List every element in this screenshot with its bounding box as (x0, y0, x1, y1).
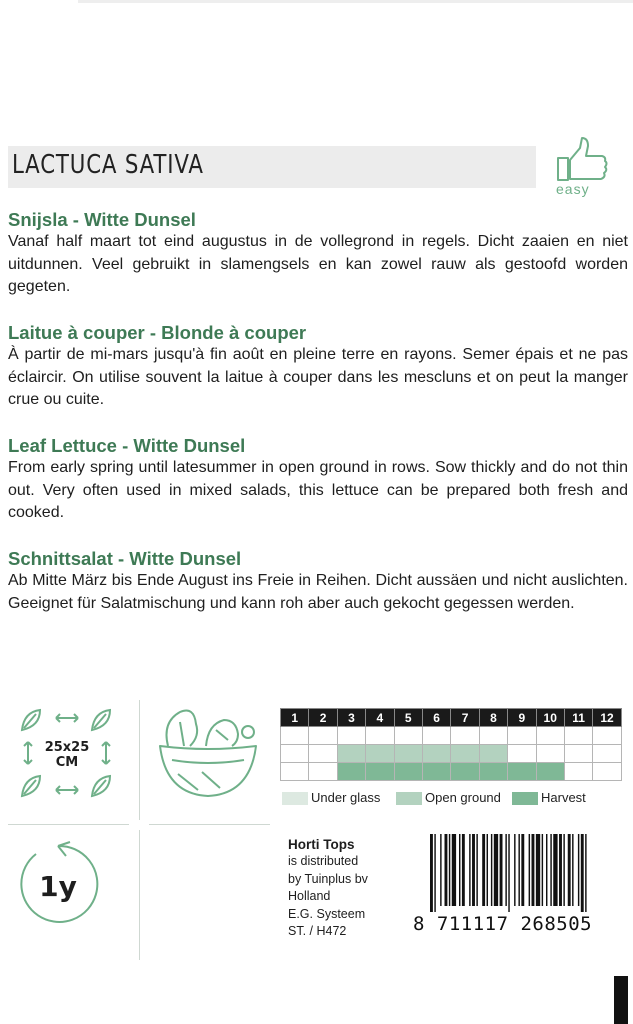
calendar-cell (508, 727, 536, 745)
top-divider (78, 0, 633, 3)
calendar-cell (394, 727, 422, 745)
barcode-bar (585, 834, 586, 912)
sowing-calendar (280, 708, 622, 781)
calendar-cell (564, 745, 592, 763)
barcode-bar (462, 834, 465, 906)
calendar-cell (508, 763, 536, 781)
section-title: Leaf Lettuce - Witte Dunsel (8, 435, 246, 456)
distributor-line: by Tuinplus bv (288, 871, 368, 886)
barcode-bar (494, 834, 498, 906)
calendar-cell (366, 727, 394, 745)
lifecycle-text: 1y (39, 870, 77, 903)
barcode-bar (440, 834, 441, 906)
calendar-month-2: 2 (309, 709, 337, 727)
barcode-bar (553, 834, 557, 906)
calendar-cell (479, 727, 507, 745)
calendar-month-5: 5 (394, 709, 422, 727)
barcode-bar (529, 834, 530, 906)
spacing-icon (14, 704, 124, 804)
calendar-cell (536, 727, 564, 745)
section-french (8, 322, 628, 412)
calendar-month-row (281, 709, 622, 727)
barcode-bar (459, 834, 460, 906)
calendar-month-6: 6 (422, 709, 450, 727)
section-text: Ab Mitte März bis Ende August ins Freie in Reihen. Dicht aussäen und nicht auslichten. Geeignet für Salatmischung und kann roh aber auch gekocht gegessen werden. (8, 572, 628, 612)
legend-swatch (282, 792, 308, 805)
barcode-bar (434, 834, 435, 912)
calendar-cell (536, 763, 564, 781)
annual-cycle-icon (16, 838, 100, 928)
calendar-cell (593, 763, 621, 781)
section-dutch (8, 209, 628, 299)
distributor-line: is distributed (288, 854, 359, 869)
section-text: Vanaf half maart tot eind augustus in de vollegrond in regels. Dicht zaaien en niet uitdunnen. Veel gebruikt in slamengsels en kan zowel rauw als gestoofd worden gegeten. (8, 233, 628, 295)
section-title: Schnittsalat - Witte Dunsel (8, 548, 242, 569)
barcode-bar (505, 834, 506, 906)
spacing-unit: CM (55, 755, 79, 770)
calendar-cell (394, 745, 422, 763)
calendar-cell (593, 745, 621, 763)
calendar-cell (479, 763, 507, 781)
calendar-row-harvest (281, 763, 622, 781)
distributor-line: ST. / H472 (288, 924, 347, 939)
species-title: LACTUCA SATIVA (12, 150, 204, 180)
barcode-bar (430, 834, 433, 912)
edge-mark (614, 976, 628, 1024)
distributor-line: Holland (288, 889, 331, 904)
distributor-info (288, 836, 368, 940)
calendar-cell (536, 745, 564, 763)
calendar-row-under-glass (281, 727, 622, 745)
barcode-bar (449, 834, 450, 906)
calendar-cell (309, 745, 337, 763)
barcode-bar (532, 834, 535, 906)
barcode (430, 834, 630, 912)
calendar-cell (337, 763, 365, 781)
section-text: À partir de mi-mars jusqu'à fin août en pleine terre en rayons. Semer épais et ne pas éclaircir. On utilise souvent la laitue à couper dans les mescluns et on peut la manger crue ou cuite. (8, 346, 628, 408)
calendar-cell (508, 745, 536, 763)
barcode-number: 8 711117 268505 (413, 913, 593, 935)
brand-name: Horti Tops (288, 837, 355, 852)
calendar-month-4: 4 (366, 709, 394, 727)
calendar-cell (281, 763, 309, 781)
barcode-bar (472, 834, 475, 906)
barcode-bar (581, 834, 584, 912)
barcode-bar (482, 834, 485, 906)
calendar-cell (564, 727, 592, 745)
calendar-cell (337, 745, 365, 763)
barcode-bar (452, 834, 456, 906)
calendar-month-8: 8 (479, 709, 507, 727)
calendar-cell (366, 745, 394, 763)
calendar-cell (451, 763, 479, 781)
barcode-bar (508, 834, 509, 912)
calendar-cell (564, 763, 592, 781)
legend-swatch (512, 792, 538, 805)
calendar-cell (593, 727, 621, 745)
section-text: From early spring until latesummer in open ground in rows. Sow thickly and do not thin out. Very often used in mixed salads, this lettuce can be prepared both fresh and cooked. (8, 459, 628, 521)
barcode-bar (491, 834, 492, 906)
barcode-bar (514, 834, 515, 906)
calendar-month-7: 7 (451, 709, 479, 727)
calendar-month-11: 11 (564, 709, 592, 727)
section-german (8, 548, 628, 615)
calendar-cell (281, 727, 309, 745)
barcode-bar (559, 834, 562, 906)
calendar-cell (451, 727, 479, 745)
calendar-cell (281, 745, 309, 763)
calendar-cell (337, 727, 365, 745)
calendar-cell (309, 727, 337, 745)
barcode-bar (578, 834, 579, 906)
legend-harvest: Harvest (512, 790, 586, 805)
calendar-cell (309, 763, 337, 781)
barcode-bar (546, 834, 547, 906)
calendar-month-3: 3 (337, 709, 365, 727)
barcode-bar (487, 834, 488, 906)
calendar-month-9: 9 (508, 709, 536, 727)
calendar-cell (422, 763, 450, 781)
calendar-cell (422, 745, 450, 763)
calendar-table (280, 708, 622, 781)
barcode-bar (550, 834, 551, 906)
spacing-text: 25x25 (44, 740, 90, 755)
barcode-bar (445, 834, 448, 906)
calendar-month-1: 1 (281, 709, 309, 727)
barcode-bar (469, 834, 470, 906)
legend-swatch (396, 792, 422, 805)
barcode-bar (521, 834, 524, 906)
distributor-line: E.G. Systeem (288, 906, 366, 921)
section-title: Snijsla - Witte Dunsel (8, 209, 196, 230)
barcode-bar (563, 834, 564, 906)
calendar-month-10: 10 (536, 709, 564, 727)
barcode-bar (518, 834, 519, 906)
barcode-bar (476, 834, 477, 906)
salad-bowl-icon (150, 702, 264, 802)
difficulty-label: easy (556, 181, 590, 197)
barcode-bar (568, 834, 571, 906)
calendar-cell (422, 727, 450, 745)
legend-open-ground: Open ground (396, 790, 501, 805)
calendar-month-12: 12 (593, 709, 621, 727)
section-title: Laitue à couper - Blonde à couper (8, 322, 307, 343)
barcode-bar (536, 834, 540, 906)
calendar-cell (366, 763, 394, 781)
barcode-bar (500, 834, 503, 906)
calendar-cell (479, 745, 507, 763)
barcode-bar (572, 834, 573, 906)
section-english (8, 435, 628, 525)
calendar-cell (394, 763, 422, 781)
calendar-row-open-ground (281, 745, 622, 763)
legend-under-glass: Under glass (282, 790, 380, 805)
calendar-cell (451, 745, 479, 763)
barcode-bar (542, 834, 543, 906)
